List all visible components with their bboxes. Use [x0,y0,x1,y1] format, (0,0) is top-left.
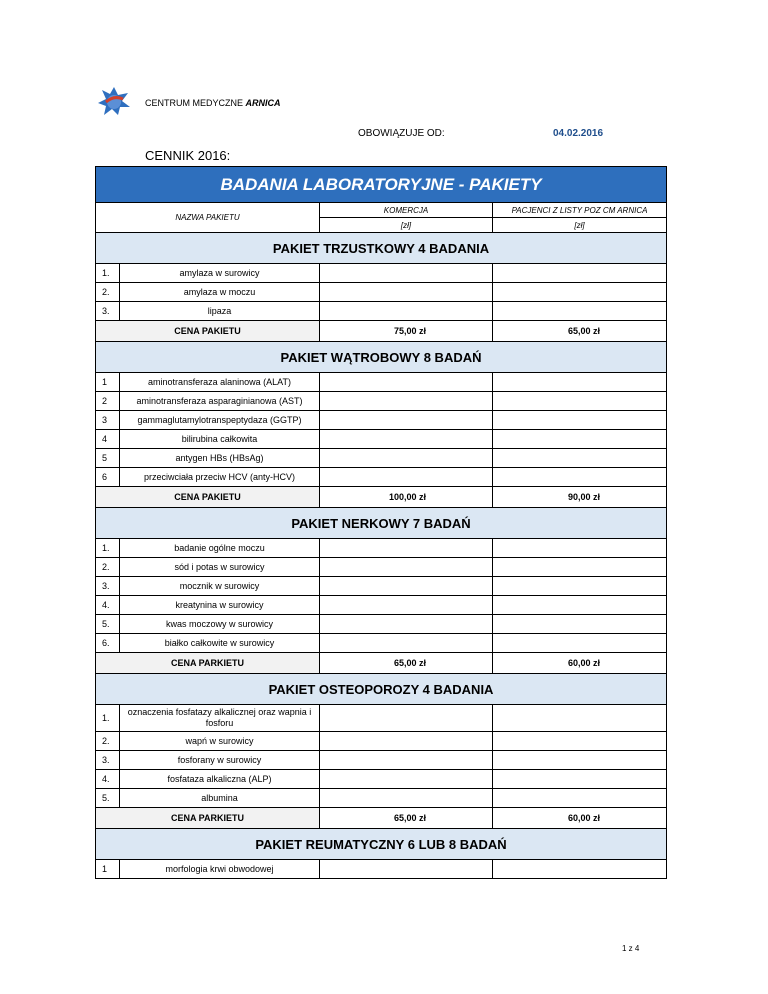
col-name-header: NAZWA PAKIETU [96,203,320,233]
item-name: aminotransferaza alaninowa (ALAT) [120,373,320,392]
price-label: CENA PARKIETU [96,808,320,829]
item-number: 5. [96,615,120,634]
table-title: BADANIA LABORATORYJNE - PAKIETY [96,167,667,203]
item-name: sód i potas w surowicy [120,558,320,577]
center-name [145,98,281,108]
item-commercial-cell [320,789,493,808]
item-commercial-cell [320,705,493,732]
item-name: przeciwciała przeciw HCV (anty-HCV) [120,468,320,487]
packages-table [95,166,667,879]
item-number: 3. [96,751,120,770]
section-title: PAKIET REUMATYCZNY 6 LUB 8 BADAŃ [96,829,667,860]
item-name: oznaczenia fosfatazy alkalicznej oraz wapnia i fosforu [120,705,320,732]
price-commercial: 100,00 zł [320,487,493,508]
item-number: 2. [96,558,120,577]
item-number: 4. [96,770,120,789]
section-header-row [96,674,667,705]
center-brand: ARNICA [245,98,281,108]
item-name: amylaza w moczu [120,283,320,302]
item-number: 1. [96,705,120,732]
table-title-row [96,167,667,203]
table-row [96,789,667,808]
table-row [96,264,667,283]
price-label: CENA PAKIETU [96,487,320,508]
price-patients: 90,00 zł [493,487,667,508]
table-row [96,615,667,634]
item-number: 1. [96,264,120,283]
col-patients-header: PACJENCI Z LISTY POZ CM ARNICA [493,203,667,218]
item-patients-cell [493,430,667,449]
table-row [96,596,667,615]
item-name: fosfataza alkaliczna (ALP) [120,770,320,789]
unit-patients: [zł] [493,218,667,233]
item-patients-cell [493,392,667,411]
item-patients-cell [493,373,667,392]
table-row [96,411,667,430]
table-row [96,430,667,449]
item-commercial-cell [320,558,493,577]
item-commercial-cell [320,615,493,634]
section-header-row [96,342,667,373]
price-row [96,321,667,342]
item-commercial-cell [320,751,493,770]
price-commercial: 65,00 zł [320,653,493,674]
item-name: aminotransferaza asparaginianowa (AST) [120,392,320,411]
item-commercial-cell [320,732,493,751]
table-row [96,860,667,879]
price-patients: 60,00 zł [493,808,667,829]
item-commercial-cell [320,770,493,789]
section-title: PAKIET OSTEOPOROZY 4 BADANIA [96,674,667,705]
item-name: wapń w surowicy [120,732,320,751]
table-row [96,751,667,770]
item-patients-cell [493,468,667,487]
item-name: badanie ogólne moczu [120,539,320,558]
unit-commercial: [zł] [320,218,493,233]
price-commercial: 65,00 zł [320,808,493,829]
item-patients-cell [493,264,667,283]
price-row [96,653,667,674]
item-number: 1 [96,860,120,879]
header-row [96,203,667,218]
item-number: 1. [96,539,120,558]
table-row [96,539,667,558]
item-patients-cell [493,449,667,468]
section-title: PAKIET WĄTROBOWY 8 BADAŃ [96,342,667,373]
arnica-logo [96,85,132,117]
price-patients: 65,00 zł [493,321,667,342]
item-number: 2. [96,732,120,751]
table-row [96,302,667,321]
table-row [96,283,667,302]
price-commercial: 75,00 zł [320,321,493,342]
item-number: 3. [96,577,120,596]
item-number: 5 [96,449,120,468]
price-row [96,487,667,508]
table-row [96,770,667,789]
table-row [96,634,667,653]
item-patients-cell [493,283,667,302]
item-patients-cell [493,577,667,596]
item-commercial-cell [320,411,493,430]
item-patients-cell [493,634,667,653]
item-name: bilirubina całkowita [120,430,320,449]
item-name: kwas moczowy w surowicy [120,615,320,634]
item-patients-cell [493,596,667,615]
table-row [96,392,667,411]
item-name: amylaza w surowicy [120,264,320,283]
price-row [96,808,667,829]
item-commercial-cell [320,392,493,411]
section-title: PAKIET NERKOWY 7 BADAŃ [96,508,667,539]
item-commercial-cell [320,449,493,468]
item-commercial-cell [320,577,493,596]
section-header-row [96,508,667,539]
item-patients-cell [493,770,667,789]
item-patients-cell [493,539,667,558]
table-row [96,468,667,487]
item-name: mocznik w surowicy [120,577,320,596]
item-patients-cell [493,860,667,879]
item-commercial-cell [320,264,493,283]
table-row [96,705,667,732]
price-list-title: CENNIK 2016: [145,148,231,163]
item-name: gammaglutamylotranspeptydaza (GGTP) [120,411,320,430]
item-number: 3 [96,411,120,430]
item-name: białko całkowite w surowicy [120,634,320,653]
item-number: 1 [96,373,120,392]
item-number: 6. [96,634,120,653]
item-name: albumina [120,789,320,808]
item-patients-cell [493,558,667,577]
item-number: 4. [96,596,120,615]
item-commercial-cell [320,634,493,653]
section-header-row [96,829,667,860]
item-number: 3. [96,302,120,321]
table-row [96,732,667,751]
item-commercial-cell [320,539,493,558]
item-commercial-cell [320,468,493,487]
item-patients-cell [493,732,667,751]
item-number: 2. [96,283,120,302]
section-header-row [96,233,667,264]
section-title: PAKIET TRZUSTKOWY 4 BADANIA [96,233,667,264]
item-name: kreatynina w surowicy [120,596,320,615]
item-commercial-cell [320,596,493,615]
item-name: fosforany w surowicy [120,751,320,770]
valid-from-date: 04.02.2016 [553,128,604,139]
item-number: 5. [96,789,120,808]
price-label: CENA PARKIETU [96,653,320,674]
col-commercial-header: KOMERCJA [320,203,493,218]
item-patients-cell [493,751,667,770]
price-patients: 60,00 zł [493,653,667,674]
item-name: lipaza [120,302,320,321]
page-number: 1 z 4 [622,944,640,953]
table-row [96,577,667,596]
item-patients-cell [493,789,667,808]
item-patients-cell [493,705,667,732]
item-number: 4 [96,430,120,449]
item-commercial-cell [320,860,493,879]
price-label: CENA PAKIETU [96,321,320,342]
table-row [96,449,667,468]
table-row [96,558,667,577]
item-patients-cell [493,615,667,634]
item-commercial-cell [320,373,493,392]
center-name-text: CENTRUM MEDYCZNE [145,98,243,108]
item-commercial-cell [320,283,493,302]
item-patients-cell [493,411,667,430]
item-name: antygen HBs (HBsAg) [120,449,320,468]
table-row [96,373,667,392]
item-number: 6 [96,468,120,487]
item-commercial-cell [320,302,493,321]
item-number: 2 [96,392,120,411]
valid-from-label: OBOWIĄZUJE OD: [358,128,445,139]
item-patients-cell [493,302,667,321]
item-name: morfologia krwi obwodowej [120,860,320,879]
item-commercial-cell [320,430,493,449]
